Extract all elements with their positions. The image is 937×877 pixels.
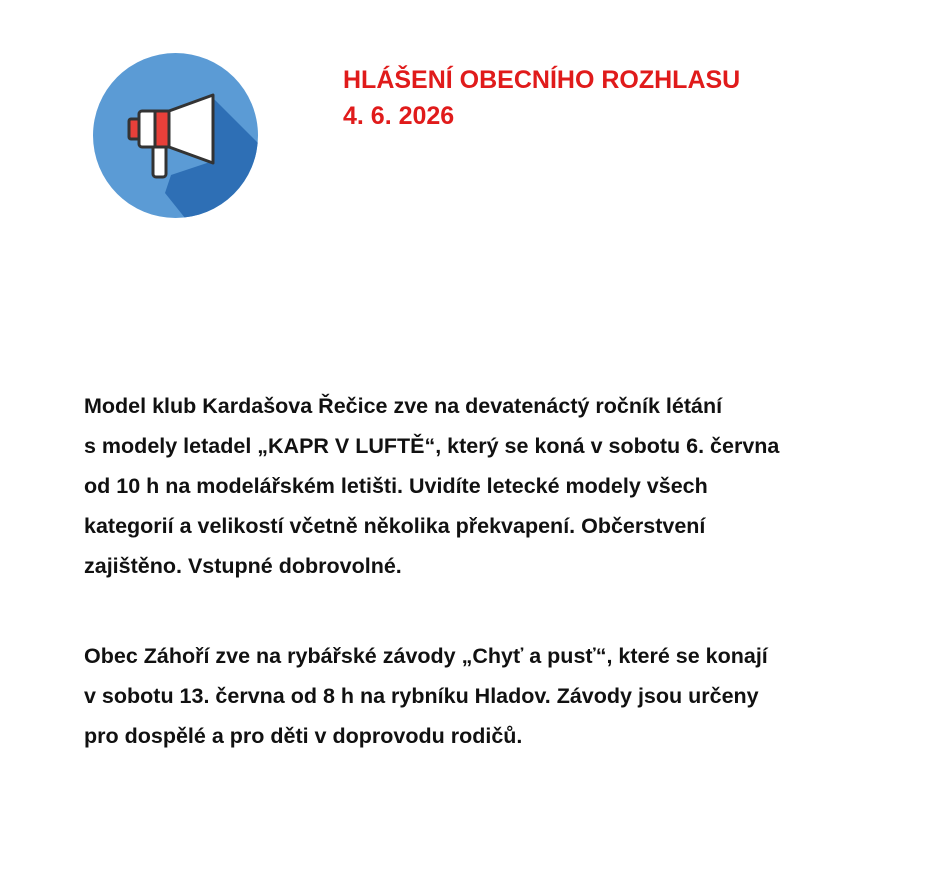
announcement-logo — [93, 53, 258, 218]
announcement-body — [84, 386, 904, 756]
text-line: Model klub Kardašova Řečice zve na devatenáctý ročník létání — [84, 394, 723, 418]
text-line: kategorií a velikostí včetně několika překvapení. Občerstvení — [84, 514, 706, 538]
paragraph-fishing — [84, 636, 904, 756]
announcement-date: 4. 6. 2026 — [343, 102, 455, 130]
paragraph-model-club — [84, 386, 904, 586]
page-title: HLÁŠENÍ OBECNÍHO ROZHLASU — [343, 66, 741, 94]
announcement-header — [343, 62, 740, 134]
text-line: s modely letadel „KAPR V LUFTĚ“, který se koná v sobotu 6. června — [84, 434, 780, 458]
text-line: pro dospělé a pro děti v doprovodu rodičů. — [84, 724, 523, 748]
megaphone-icon — [93, 53, 258, 218]
text-line: od 10 h na modelářském letišti. Uvidíte letecké modely všech — [84, 474, 708, 498]
text-line: Obec Záhoří zve na rybářské závody „Chyť a pusť“, které se konají — [84, 644, 768, 668]
text-line: v sobotu 13. června od 8 h na rybníku Hladov. Závody jsou určeny — [84, 684, 759, 708]
text-line: zajištěno. Vstupné dobrovolné. — [84, 554, 402, 578]
